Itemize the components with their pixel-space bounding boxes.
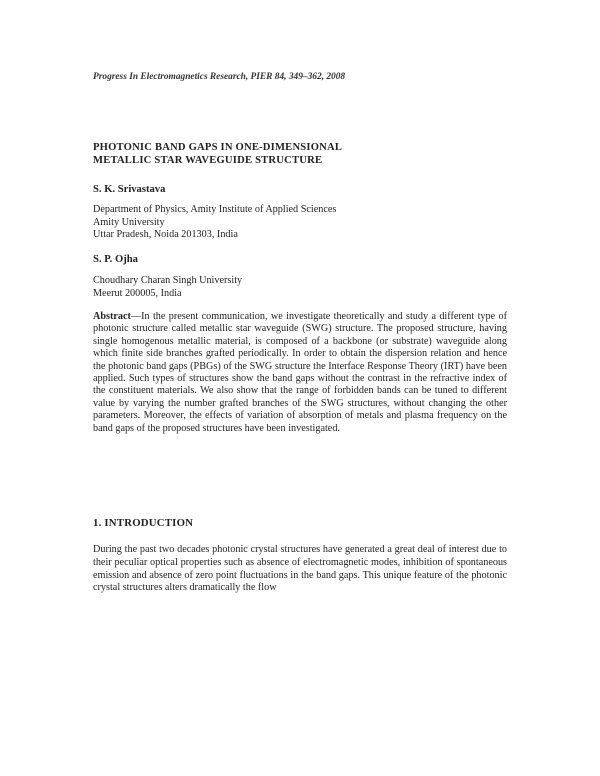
paper-title [93, 141, 513, 167]
affiliation-line: Uttar Pradesh, Noida 201303, India [93, 229, 238, 240]
author-affiliation-1 [93, 204, 336, 242]
title-line-1: PHOTONIC BAND GAPS IN ONE-DIMENSIONAL [93, 142, 343, 153]
title-line-2: METALLIC STAR WAVEGUIDE STRUCTURE [93, 155, 323, 166]
abstract-text: —In the present communication, we investigate theoretically and study a different type of photonic structure called metallic star waveguide (SWG) structure. The proposed structure, having single homogenous metallic material, is composed of a backbone (or substrate) waveguide along which finite side branches grafted periodically. In order to obtain the dispersion relation and hence the photonic band gaps (PBGs) of the SWG structure the Interface Response Theory (IRT) have been applied. Such types of structures show the band gaps without the contrast in the refractive index of the constituent materials. We also show that the range of forbidden bands can be tuned to different value by varying the number grafted branches of the SWG structures, without changing the other parameters. Moreover, the effects of variation of absorption of metals and plasma frequency on the band gaps of the proposed structures have been investigated. [93, 311, 507, 434]
author-affiliation-2 [93, 275, 242, 300]
abstract [93, 311, 507, 435]
affiliation-line: Department of Physics, Amity Institute of Applied Sciences [93, 204, 337, 215]
author-name-2: S. P. Ojha [93, 254, 138, 265]
introduction-paragraph: During the past two decades photonic crystal structures have generated a great deal of interest due to their peculiar optical properties such as absence of electromagnetic modes, inhibition of spontaneous emission and absence of zero point fluctuations in the band gaps. This unique feature of the photonic crystal structures alters dramatically the flow [93, 544, 507, 594]
abstract-label: Abstract [93, 311, 131, 322]
affiliation-line: Choudhary Charan Singh University [93, 275, 243, 286]
author-name-1: S. K. Srivastava [93, 184, 166, 195]
journal-header: Progress In Electromagnetics Research, PIER 84, 349–362, 2008 [93, 72, 346, 82]
affiliation-line: Amity University [93, 216, 165, 228]
section-heading-introduction: 1. INTRODUCTION [93, 517, 194, 529]
affiliation-line: Meerut 200005, India [93, 287, 182, 299]
